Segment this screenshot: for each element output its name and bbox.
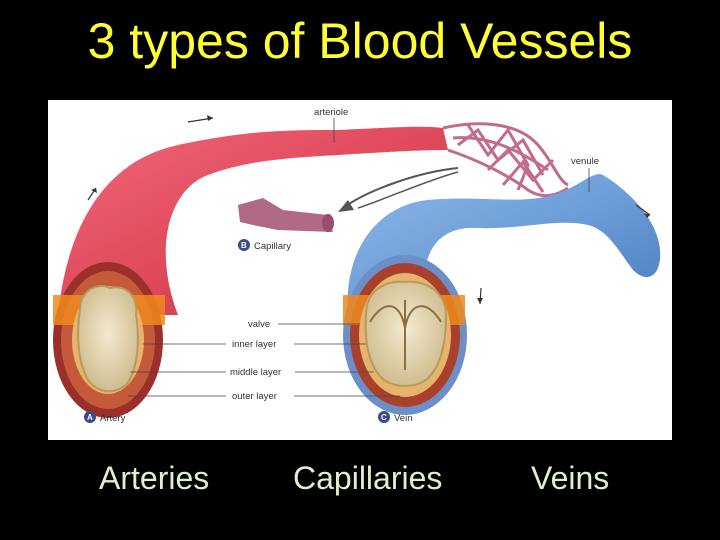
badge-c: C — [381, 413, 387, 422]
label-capillary: Capillary — [254, 241, 291, 252]
badge-a: A — [87, 413, 93, 422]
caption-veins: Veins — [531, 460, 610, 496]
label-outer-layer: outer layer — [232, 391, 277, 402]
badge-b: B — [241, 241, 247, 250]
label-inner-layer: inner layer — [232, 339, 277, 350]
label-artery: Artery — [100, 413, 126, 424]
caption-arteries: Arteries — [99, 460, 210, 496]
caption-capillaries: Capillaries — [293, 460, 443, 496]
label-arteriole: arteriole — [314, 107, 349, 118]
vein-cross-section — [343, 255, 467, 415]
capillary-network — [443, 124, 568, 196]
blood-vessel-illustration — [48, 100, 672, 440]
slide-title: 3 types of Blood Vessels — [87, 13, 633, 69]
label-valve: valve — [248, 319, 271, 330]
blood-vessel-diagram — [48, 100, 672, 440]
label-venule: venule — [571, 156, 599, 167]
capillary-segment — [238, 198, 333, 232]
label-vein: Vein — [394, 413, 413, 424]
label-middle-layer: middle layer — [230, 367, 282, 378]
